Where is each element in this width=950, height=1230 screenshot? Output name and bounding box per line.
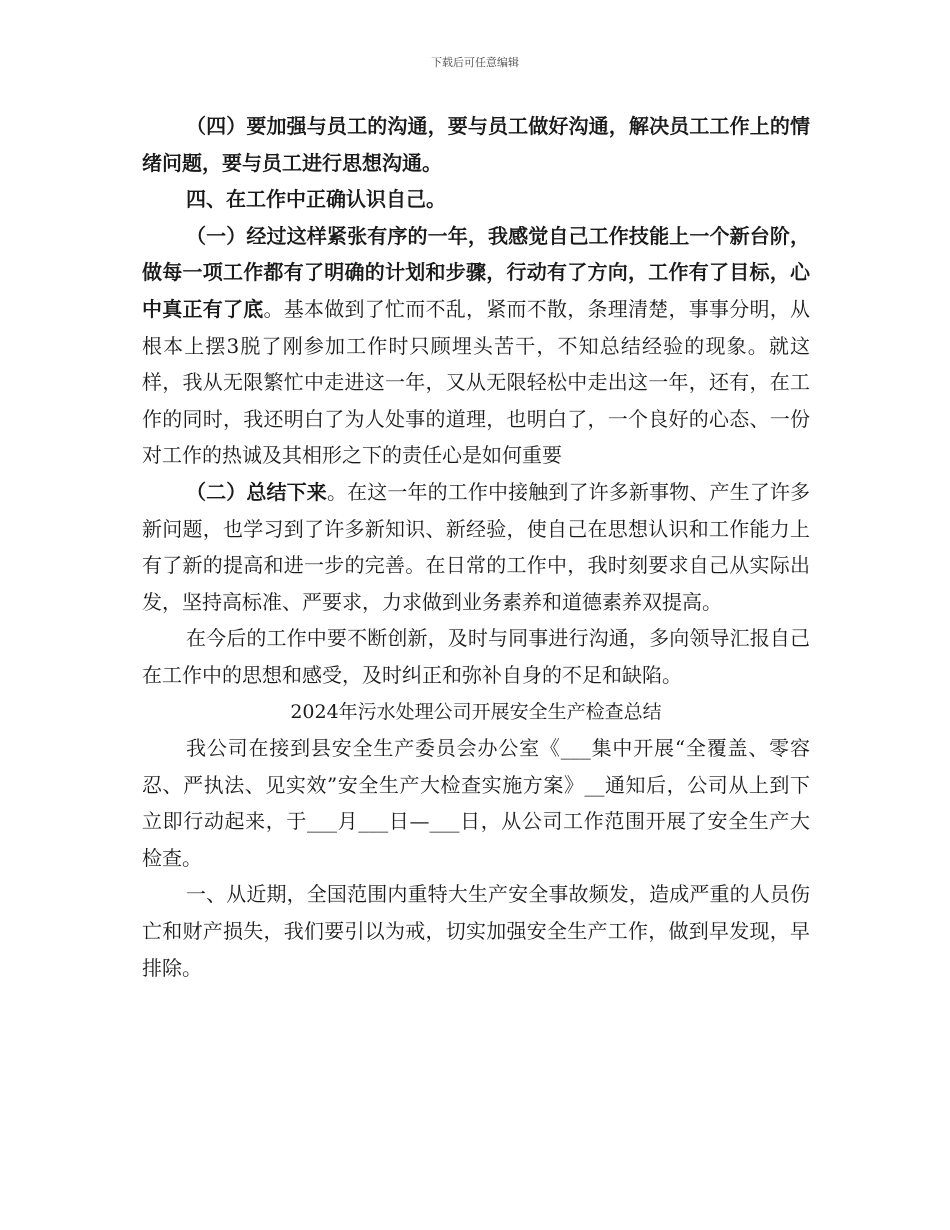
document-body [142,108,810,986]
page-header: 下载后可任意编辑 [431,56,519,69]
paragraph-summary [142,474,810,620]
paragraph-communication: （四）要加强与员工的沟通，要与员工做好沟通，解决员工工作上的情绪问题，要与员工进行思想沟通。 [142,114,810,175]
paragraph-accident-warning: 一、从近期，全国范围内重特大生产安全事故频发，造成严重的人员伤亡和财产损失，我们要引以为戒，切实加强安全生产工作，做到早发现，早排除。 [142,882,810,980]
paragraph-work-skills-lead: （一）经过这样紧张有序的一年，我感觉自己工作技能上一个新台阶，做每一项工作都有了明确的计划和步骤，行动有了方向，工作有了目标，心中真正有了底 [142,223,810,321]
document-title: 2024年污水处理公司开展安全生产检查总结 [290,700,662,723]
paragraph-future-work: 在今后的工作中要不断创新，及时与同事进行沟通，多向领导汇报自己在工作中的思想和感受，及时纠正和弥补自身的不足和缺陷。 [142,626,810,687]
paragraph-summary-rest: 。在这一年的工作中接触到了许多新事物、产生了许多新问题，也学习到了许多新知识、新经验，使自己在思想认识和工作能力上有了新的提高和进一步的完善。在日常的工作中，我时刻要求自己从实际出发，坚持高标准、严要求，力求做到业务素养和道德素养双提高。 [142,479,811,614]
paragraph-work-skills [142,218,810,474]
section-heading-self-awareness: 四、在工作中正确认识自己。 [186,187,446,212]
paragraph-summary-lead: （二）总结下来 [186,479,327,504]
paragraph-inspection-intro: 我公司在接到县安全生产委员会办公室《___集中开展“全覆盖、零容忍、严执法、见实效”安全生产大检查实施方案》__通知后，公司从上到下立即行动起来，于___月___日—___日，从公司工作范围开展了安全生产大检查。 [142,736,810,870]
paragraph-work-skills-rest: 。基本做到了忙而不乱，紧而不散，条理清楚，事事分明，从根本上摆3脱了刚参加工作时只顾埋头苦干，不知总结经验的现象。就这样，我从无限繁忙中走进这一年，又从无限轻松中走出这一年，还有，在工作的同时，我还明白了为人处事的道理，也明白了，一个良好的心态、一份对工作的热诚及其相形之下的责任心是如何重要 [142,296,810,468]
